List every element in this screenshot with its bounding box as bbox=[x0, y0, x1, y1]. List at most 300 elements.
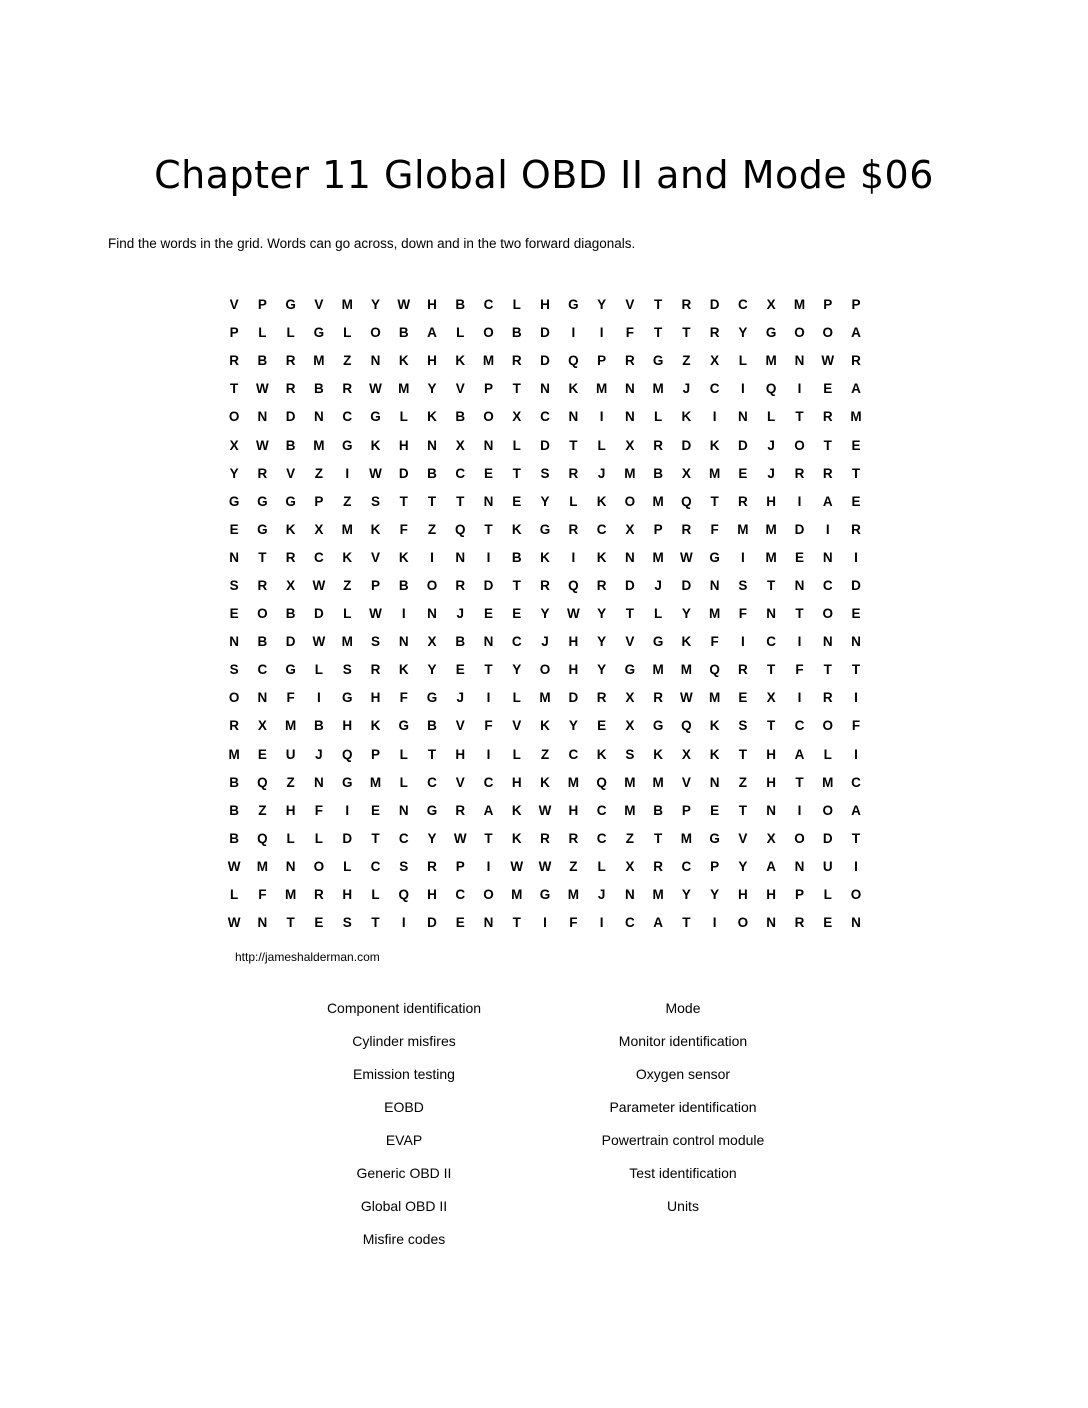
grid-letter: T bbox=[738, 802, 748, 818]
grid-letter: K bbox=[285, 521, 296, 537]
grid-letter: W bbox=[312, 634, 326, 650]
grid-letter: Q bbox=[568, 353, 579, 369]
grid-letter: N bbox=[822, 549, 833, 565]
grid-letter: P bbox=[370, 746, 380, 762]
grid-letter: H bbox=[511, 774, 522, 790]
grid-letter: R bbox=[681, 297, 692, 313]
grid-row bbox=[220, 488, 870, 516]
grid-letter: I bbox=[854, 549, 858, 565]
grid-letter: M bbox=[228, 746, 240, 762]
grid-letter: F bbox=[484, 718, 493, 734]
grid-letter: H bbox=[285, 802, 296, 818]
grid-letter: H bbox=[766, 493, 777, 509]
grid-letter: K bbox=[370, 521, 381, 537]
grid-letter: R bbox=[285, 381, 296, 397]
grid-letter: G bbox=[341, 774, 353, 790]
grid-letter: R bbox=[314, 887, 324, 903]
word-list-item: EVAP bbox=[385, 1132, 423, 1148]
grid-letter: M bbox=[285, 887, 297, 903]
grid-row bbox=[220, 853, 870, 881]
grid-letter: V bbox=[455, 381, 465, 397]
grid-letter: G bbox=[426, 802, 438, 818]
grid-letter: K bbox=[596, 549, 607, 565]
grid-letter: M bbox=[709, 690, 721, 706]
grid-letter: T bbox=[512, 915, 521, 931]
grid-letter: O bbox=[822, 802, 833, 818]
grid-letter: Y bbox=[681, 606, 691, 622]
grid-letter: G bbox=[624, 662, 636, 678]
grid-letter: M bbox=[709, 465, 721, 481]
grid-letter: A bbox=[766, 858, 777, 874]
grid-letter: K bbox=[511, 830, 522, 846]
grid-letter: H bbox=[766, 746, 777, 762]
grid-letter: C bbox=[455, 887, 466, 903]
grid-letter: X bbox=[681, 746, 691, 762]
grid-letter: X bbox=[625, 690, 635, 706]
grid-letter: J bbox=[315, 746, 323, 762]
grid-letter: J bbox=[682, 381, 691, 397]
grid-letter: L bbox=[597, 437, 606, 453]
grid-letter: F bbox=[795, 662, 804, 678]
grid-letter: I bbox=[797, 493, 802, 509]
grid-letter: T bbox=[399, 493, 408, 509]
grid-letter: Z bbox=[682, 353, 691, 369]
grid-letter: T bbox=[767, 577, 776, 593]
grid-letter: M bbox=[709, 606, 721, 622]
grid-letter: O bbox=[624, 493, 636, 509]
grid-letter: Z bbox=[540, 746, 550, 762]
grid-letter: Y bbox=[597, 662, 607, 678]
grid-letter: N bbox=[624, 381, 635, 397]
grid-letter: V bbox=[681, 774, 691, 790]
grid-letter: R bbox=[540, 577, 550, 593]
grid-letter: C bbox=[314, 549, 324, 565]
grid-letter: I bbox=[741, 381, 745, 397]
grid-letter: R bbox=[596, 577, 607, 593]
grid-letter: T bbox=[795, 409, 804, 425]
grid-letter: P bbox=[597, 353, 607, 369]
grid-letter: L bbox=[343, 325, 352, 341]
word-list-item: Parameter identification bbox=[609, 1099, 757, 1115]
grid-letter: O bbox=[370, 325, 381, 341]
grid-letter: X bbox=[681, 465, 691, 481]
grid-letter: M bbox=[624, 774, 636, 790]
grid-letter: R bbox=[370, 662, 381, 678]
grid-letter: S bbox=[229, 577, 239, 593]
grid-letter: L bbox=[512, 297, 521, 313]
grid-row bbox=[220, 741, 870, 769]
grid-letter: K bbox=[540, 549, 550, 565]
grid-letter: I bbox=[712, 409, 717, 425]
grid-letter: F bbox=[399, 521, 408, 537]
grid-letter: N bbox=[314, 774, 324, 790]
grid-letter: L bbox=[258, 325, 267, 341]
grid-letter: N bbox=[427, 606, 437, 622]
word-list-item: Global OBD II bbox=[360, 1198, 448, 1214]
grid-letter: R bbox=[709, 325, 720, 341]
grid-letter: Q bbox=[455, 521, 466, 537]
grid-letter: N bbox=[257, 915, 268, 931]
grid-letter: K bbox=[455, 353, 466, 369]
grid-letter: Y bbox=[710, 887, 720, 903]
grid-letter: R bbox=[568, 830, 579, 846]
grid-letter: X bbox=[625, 521, 635, 537]
grid-letter: O bbox=[228, 690, 240, 706]
word-list-item: Misfire codes bbox=[362, 1231, 446, 1247]
grid-letter: F bbox=[286, 690, 295, 706]
grid-letter: S bbox=[370, 634, 380, 650]
grid-letter: Y bbox=[738, 858, 748, 874]
grid-letter: V bbox=[229, 297, 239, 313]
grid-letter: T bbox=[767, 662, 776, 678]
grid-letter: V bbox=[286, 465, 296, 481]
grid-letter: J bbox=[456, 606, 465, 622]
grid-letter: N bbox=[709, 774, 720, 790]
grid-letter: E bbox=[851, 493, 861, 509]
grid-letter: L bbox=[230, 887, 239, 903]
grid-letter: H bbox=[398, 437, 409, 453]
grid-letter: P bbox=[851, 297, 861, 313]
grid-row bbox=[220, 909, 870, 937]
grid-letter: M bbox=[511, 887, 523, 903]
grid-letter: Y bbox=[427, 381, 437, 397]
grid-letter: T bbox=[484, 830, 493, 846]
grid-row bbox=[220, 347, 870, 375]
grid-letter: E bbox=[229, 606, 239, 622]
word-list-item: EOBD bbox=[384, 1099, 424, 1115]
grid-letter: N bbox=[540, 381, 550, 397]
grid-letter: O bbox=[313, 858, 325, 874]
grid-letter: L bbox=[767, 409, 776, 425]
grid-letter: E bbox=[738, 690, 748, 706]
grid-letter: B bbox=[427, 465, 437, 481]
grid-letter: U bbox=[822, 858, 833, 874]
word-list-item: Units bbox=[667, 1198, 699, 1214]
grid-letter: P bbox=[710, 858, 720, 874]
grid-letter: M bbox=[341, 634, 353, 650]
grid-letter: O bbox=[822, 606, 833, 622]
grid-letter: Y bbox=[370, 297, 380, 313]
grid-row bbox=[220, 544, 870, 572]
grid-letter: M bbox=[680, 662, 692, 678]
grid-letter: E bbox=[823, 381, 833, 397]
grid-letter: F bbox=[625, 325, 634, 341]
grid-letter: Y bbox=[568, 718, 578, 734]
grid-letter: G bbox=[652, 634, 664, 650]
grid-letter: R bbox=[738, 662, 748, 678]
grid-letter: I bbox=[486, 690, 491, 706]
source-url: http://jameshalderman.com bbox=[235, 950, 380, 964]
grid-letter: M bbox=[652, 662, 664, 678]
grid-row bbox=[220, 881, 870, 909]
grid-letter: D bbox=[794, 521, 805, 537]
word-list-item: Emission testing bbox=[353, 1066, 455, 1082]
grid-letter: I bbox=[401, 606, 406, 622]
grid-letter: O bbox=[483, 887, 494, 903]
grid-letter: C bbox=[596, 830, 607, 846]
grid-letter: M bbox=[652, 887, 664, 903]
grid-letter: F bbox=[314, 802, 324, 818]
grid-letter: I bbox=[345, 802, 350, 818]
grid-letter: X bbox=[710, 353, 720, 369]
grid-letter: H bbox=[342, 718, 353, 734]
grid-letter: S bbox=[625, 746, 635, 762]
grid-letter: L bbox=[314, 830, 324, 846]
grid-letter: J bbox=[541, 634, 549, 650]
grid-letter: I bbox=[712, 915, 717, 931]
grid-letter: T bbox=[484, 662, 493, 678]
word-list-left bbox=[264, 996, 544, 1260]
grid-letter: B bbox=[511, 549, 522, 565]
grid-letter: H bbox=[568, 634, 579, 650]
grid-letter: T bbox=[371, 830, 380, 846]
grid-letter: O bbox=[794, 437, 805, 453]
grid-letter: C bbox=[794, 718, 805, 734]
grid-letter: G bbox=[285, 297, 296, 313]
grid-letter: Z bbox=[314, 465, 324, 481]
grid-letter: L bbox=[653, 409, 663, 425]
grid-letter: C bbox=[624, 915, 635, 931]
grid-row bbox=[220, 319, 870, 347]
grid-letter: O bbox=[426, 577, 438, 593]
grid-letter: S bbox=[229, 662, 239, 678]
grid-letter: R bbox=[822, 690, 833, 706]
grid-letter: D bbox=[483, 577, 494, 593]
grid-letter: X bbox=[229, 437, 239, 453]
grid-letter: Q bbox=[681, 718, 692, 734]
grid-row bbox=[220, 516, 870, 544]
grid-letter: L bbox=[343, 858, 352, 874]
grid-letter: N bbox=[794, 577, 805, 593]
grid-letter: X bbox=[625, 718, 635, 734]
grid-letter: G bbox=[285, 662, 296, 678]
grid-letter: I bbox=[854, 746, 858, 762]
grid-letter: B bbox=[455, 634, 466, 650]
grid-letter: C bbox=[596, 802, 607, 818]
grid-letter: G bbox=[568, 297, 579, 313]
grid-letter: I bbox=[486, 746, 491, 762]
grid-letter: N bbox=[398, 634, 409, 650]
grid-letter: K bbox=[540, 718, 550, 734]
grid-letter: T bbox=[258, 549, 267, 565]
grid-letter: N bbox=[483, 915, 494, 931]
grid-letter: E bbox=[370, 802, 380, 818]
grid-letter: L bbox=[512, 437, 521, 453]
grid-letter: T bbox=[230, 381, 239, 397]
grid-letter: T bbox=[512, 381, 521, 397]
grid-letter: D bbox=[285, 409, 296, 425]
grid-letter: C bbox=[766, 634, 777, 650]
grid-letter: H bbox=[766, 774, 777, 790]
grid-letter: G bbox=[398, 718, 409, 734]
grid-letter: E bbox=[484, 465, 494, 481]
grid-letter: M bbox=[285, 718, 297, 734]
grid-letter: D bbox=[314, 606, 324, 622]
grid-letter: N bbox=[229, 634, 239, 650]
grid-letter: D bbox=[822, 830, 833, 846]
grid-letter: N bbox=[285, 858, 296, 874]
grid-letter: C bbox=[540, 409, 550, 425]
grid-letter: Z bbox=[569, 858, 578, 874]
grid-letter: M bbox=[765, 521, 777, 537]
grid-letter: L bbox=[653, 606, 663, 622]
grid-letter: K bbox=[398, 549, 409, 565]
grid-letter: C bbox=[681, 858, 692, 874]
grid-letter: D bbox=[342, 830, 353, 846]
grid-letter: D bbox=[568, 690, 579, 706]
grid-letter: I bbox=[571, 549, 576, 565]
grid-letter: A bbox=[851, 802, 861, 818]
grid-letter: N bbox=[794, 858, 805, 874]
grid-letter: W bbox=[369, 606, 382, 622]
grid-letter: H bbox=[540, 297, 550, 313]
grid-letter: K bbox=[511, 802, 522, 818]
grid-letter: R bbox=[822, 465, 833, 481]
grid-letter: Z bbox=[343, 353, 352, 369]
grid-row bbox=[220, 460, 870, 488]
grid-letter: G bbox=[285, 493, 296, 509]
grid-letter: Q bbox=[568, 577, 579, 593]
grid-letter: P bbox=[257, 297, 267, 313]
grid-letter: W bbox=[821, 353, 835, 369]
grid-letter: C bbox=[483, 297, 494, 313]
grid-row bbox=[220, 769, 870, 797]
grid-letter: V bbox=[455, 718, 465, 734]
grid-letter: O bbox=[850, 887, 862, 903]
grid-letter: X bbox=[766, 297, 776, 313]
grid-letter: N bbox=[483, 437, 494, 453]
grid-letter: R bbox=[794, 465, 805, 481]
grid-letter: V bbox=[314, 297, 324, 313]
grid-letter: T bbox=[851, 465, 861, 481]
grid-letter: O bbox=[794, 830, 805, 846]
grid-letter: D bbox=[851, 577, 861, 593]
grid-letter: I bbox=[599, 325, 604, 341]
grid-letter: Z bbox=[286, 774, 295, 790]
grid-letter: O bbox=[822, 718, 833, 734]
grid-letter: R bbox=[681, 521, 692, 537]
grid-letter: R bbox=[851, 353, 861, 369]
grid-letter: M bbox=[567, 887, 579, 903]
grid-letter: G bbox=[341, 437, 353, 453]
grid-letter: S bbox=[738, 718, 748, 734]
grid-letter: L bbox=[371, 887, 380, 903]
grid-letter: T bbox=[851, 830, 861, 846]
grid-letter: T bbox=[823, 437, 832, 453]
grid-letter: A bbox=[822, 493, 833, 509]
grid-letter: J bbox=[654, 577, 662, 593]
grid-letter: D bbox=[540, 353, 550, 369]
word-list-item: Generic OBD II bbox=[356, 1165, 452, 1181]
grid-letter: E bbox=[597, 718, 607, 734]
grid-letter: M bbox=[398, 381, 410, 397]
grid-letter: N bbox=[229, 549, 239, 565]
grid-letter: I bbox=[741, 634, 745, 650]
grid-letter: N bbox=[427, 437, 437, 453]
grid-letter: K bbox=[370, 437, 381, 453]
grid-letter: O bbox=[483, 409, 494, 425]
grid-letter: H bbox=[342, 887, 353, 903]
grid-letter: R bbox=[624, 353, 635, 369]
grid-letter: M bbox=[652, 493, 664, 509]
grid-letter: M bbox=[652, 381, 664, 397]
grid-letter: C bbox=[738, 297, 748, 313]
grid-letter: M bbox=[567, 774, 579, 790]
grid-letter: P bbox=[653, 521, 663, 537]
grid-letter: K bbox=[709, 746, 720, 762]
grid-letter: R bbox=[738, 493, 748, 509]
grid-letter: O bbox=[737, 915, 749, 931]
grid-row bbox=[220, 712, 870, 740]
grid-letter: X bbox=[257, 718, 267, 734]
grid-row bbox=[220, 600, 870, 628]
grid-letter: R bbox=[342, 381, 353, 397]
grid-letter: K bbox=[709, 718, 720, 734]
grid-letter: P bbox=[455, 858, 465, 874]
grid-letter: K bbox=[398, 353, 409, 369]
grid-letter: I bbox=[345, 465, 350, 481]
grid-letter: C bbox=[257, 662, 268, 678]
grid-letter: R bbox=[511, 353, 522, 369]
grid-letter: A bbox=[851, 325, 861, 341]
grid-letter: W bbox=[369, 381, 382, 397]
grid-letter: J bbox=[597, 887, 606, 903]
grid-letter: X bbox=[625, 437, 635, 453]
grid-letter: A bbox=[483, 802, 494, 818]
grid-letter: W bbox=[453, 830, 467, 846]
grid-letter: I bbox=[401, 915, 406, 931]
grid-letter: R bbox=[427, 858, 437, 874]
grid-letter: Y bbox=[738, 325, 748, 341]
grid-letter: K bbox=[653, 746, 663, 762]
grid-letter: L bbox=[512, 746, 521, 762]
grid-letter: C bbox=[427, 774, 437, 790]
grid-letter: Z bbox=[343, 577, 352, 593]
grid-letter: L bbox=[343, 606, 352, 622]
grid-letter: N bbox=[624, 549, 635, 565]
grid-letter: Q bbox=[709, 662, 720, 678]
grid-letter: L bbox=[286, 325, 295, 341]
grid-letter: T bbox=[427, 746, 437, 762]
grid-letter: E bbox=[794, 549, 804, 565]
grid-letter: B bbox=[427, 718, 437, 734]
grid-letter: E bbox=[851, 437, 861, 453]
grid-letter: G bbox=[257, 521, 268, 537]
grid-letter: Y bbox=[540, 493, 550, 509]
grid-row bbox=[220, 291, 870, 319]
grid-letter: G bbox=[652, 353, 664, 369]
grid-letter: Y bbox=[512, 662, 522, 678]
grid-letter: D bbox=[427, 915, 437, 931]
grid-letter: I bbox=[543, 915, 547, 931]
grid-letter: N bbox=[822, 634, 833, 650]
word-list-item: Mode bbox=[665, 1000, 701, 1016]
grid-letter: M bbox=[369, 774, 382, 790]
grid-letter: I bbox=[599, 915, 604, 931]
grid-letter: B bbox=[398, 325, 409, 341]
grid-letter: Y bbox=[540, 606, 550, 622]
grid-letter: N bbox=[624, 887, 635, 903]
grid-letter: B bbox=[314, 718, 324, 734]
grid-letter: K bbox=[398, 662, 409, 678]
grid-letter: X bbox=[766, 830, 776, 846]
grid-letter: S bbox=[342, 662, 352, 678]
grid-letter: M bbox=[595, 381, 608, 397]
grid-letter: W bbox=[369, 465, 382, 481]
grid-letter: E bbox=[512, 493, 522, 509]
grid-letter: C bbox=[342, 409, 353, 425]
grid-letter: H bbox=[427, 353, 437, 369]
